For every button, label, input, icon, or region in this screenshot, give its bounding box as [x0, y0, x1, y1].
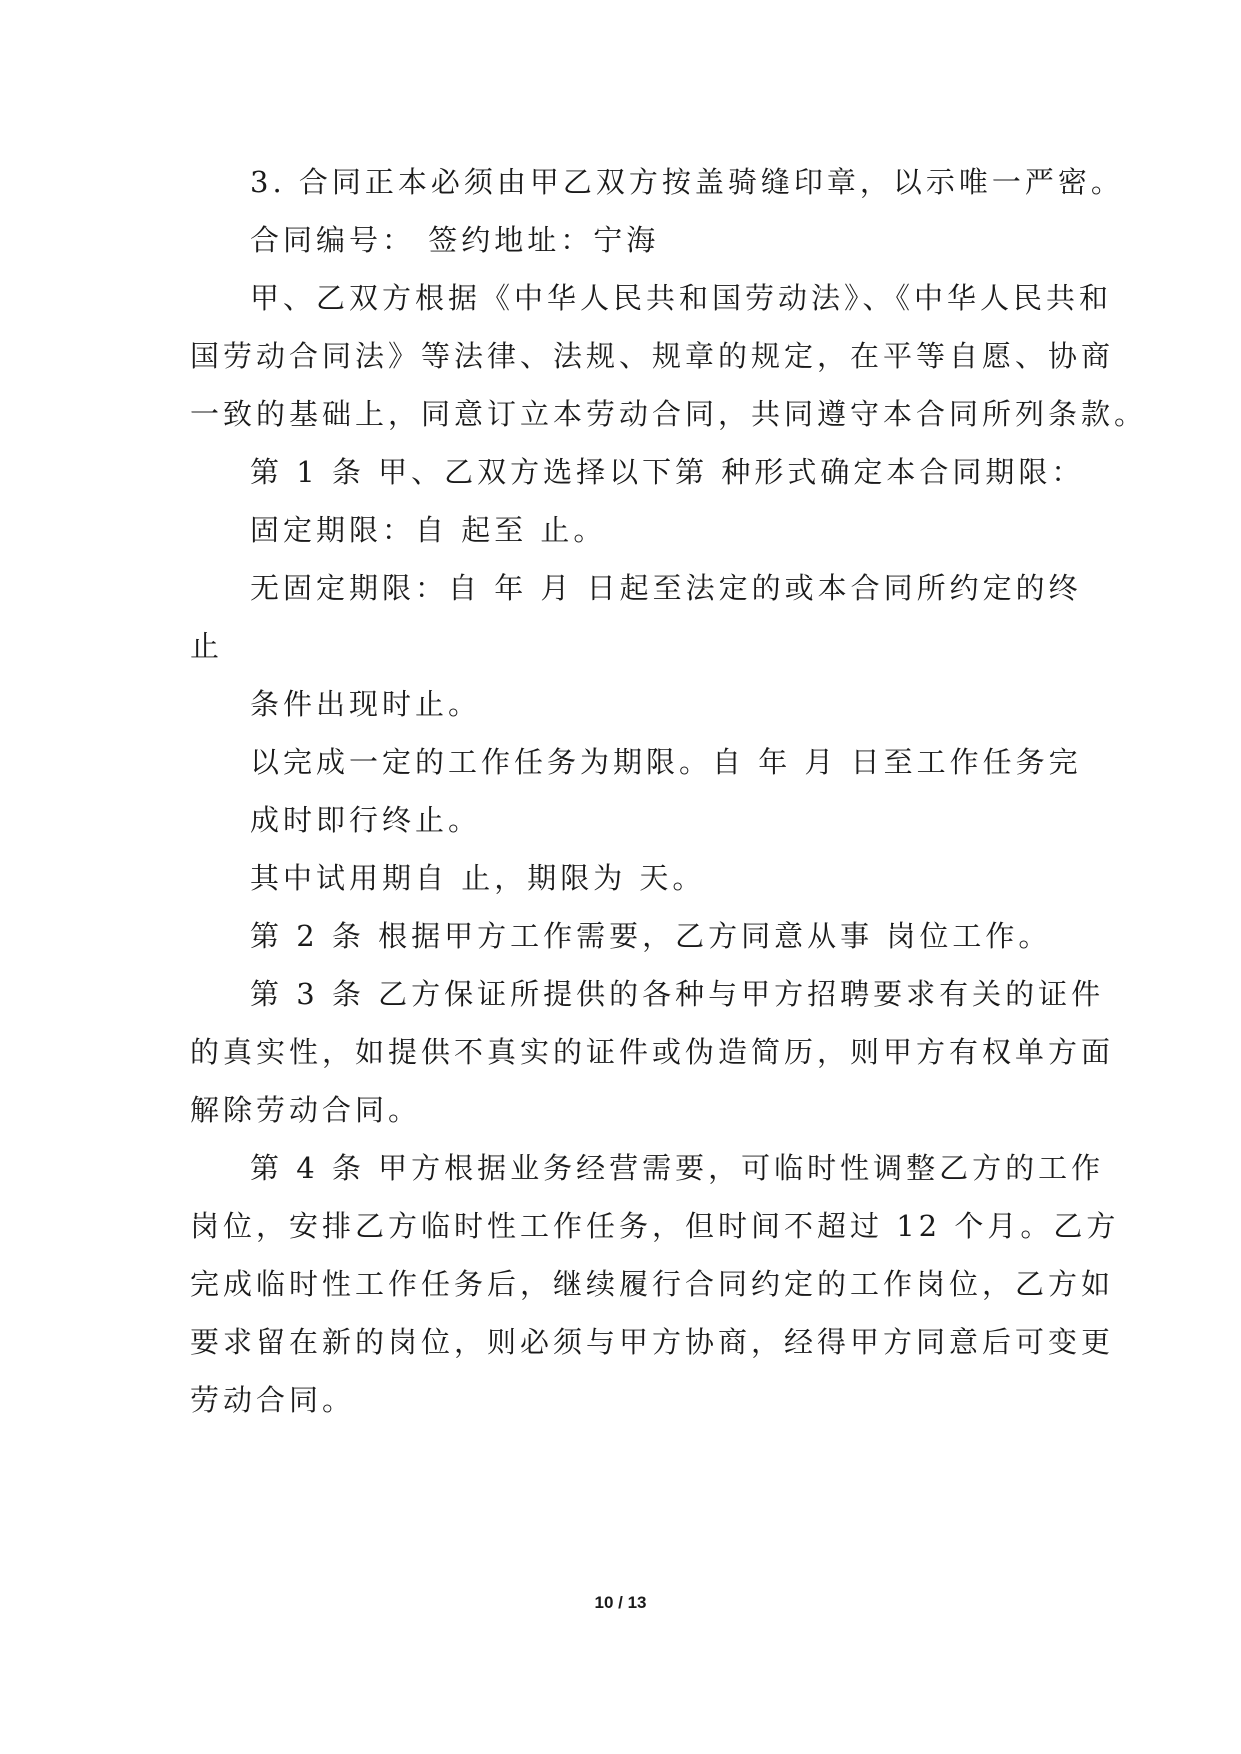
article-1-probation: 其中试用期自 止，期限为 天。 [250, 861, 706, 895]
contract-number-address: 合同编号： 签约地址：宁海 [250, 223, 660, 257]
contract-clause-seal: 3. 合同正本必须由甲乙双方按盖骑缝印章，以示唯一严密。 [250, 165, 1124, 199]
article-1-line-1: 第 1 条 甲、乙双方选择以下第 种形式确定本合同期限： [250, 455, 1085, 489]
article-1-task-term-line-1: 以完成一定的工作任务为期限。自 年 月 日至工作任务完 [250, 745, 1082, 779]
article-4-line-3: 完成临时性工作任务后，继续履行合同约定的工作岗位，乙方如 [190, 1267, 1115, 1301]
page-number: 10 / 13 [594, 1593, 647, 1612]
article-1-fixed-term: 固定期限：自 起至 止。 [250, 513, 607, 547]
article-3-line-2: 的真实性，如提供不真实的证件或伪造简历，则甲方有权单方面 [190, 1035, 1115, 1069]
article-1-open-term-line-1: 无固定期限：自 年 月 日起至法定的或本合同所约定的终 [250, 571, 1082, 605]
article-3-line-3: 解除劳动合同。 [190, 1093, 422, 1127]
preamble-line-3: 一致的基础上，同意订立本劳动合同，共同遵守本合同所列条款。 [190, 397, 1148, 431]
preamble-line-1: 甲、乙双方根据《中华人民共和国劳动法》、《中华人民共和 [250, 281, 1113, 315]
article-4-line-4: 要求留在新的岗位，则必须与甲方协商，经得甲方同意后可变更 [190, 1325, 1115, 1359]
article-2: 第 2 条 根据甲方工作需要，乙方同意从事 岗位工作。 [250, 919, 1052, 953]
article-4-line-1: 第 4 条 甲方根据业务经营需要，可临时性调整乙方的工作 [250, 1151, 1105, 1185]
preamble-line-2: 国劳动合同法》等法律、法规、规章的规定，在平等自愿、协商 [190, 339, 1115, 373]
article-3-line-1: 第 3 条 乙方保证所提供的各种与甲方招聘要求有关的证件 [250, 977, 1105, 1011]
article-4-line-5: 劳动合同。 [190, 1383, 356, 1417]
article-1-task-term-line-2: 成时即行终止。 [250, 803, 482, 837]
article-1-open-term-line-3: 条件出现时止。 [250, 687, 482, 721]
article-4-line-2: 岗位，安排乙方临时性工作任务，但时间不超过 12 个月。乙方 [190, 1209, 1120, 1243]
article-1-open-term-line-2: 止 [190, 629, 224, 663]
